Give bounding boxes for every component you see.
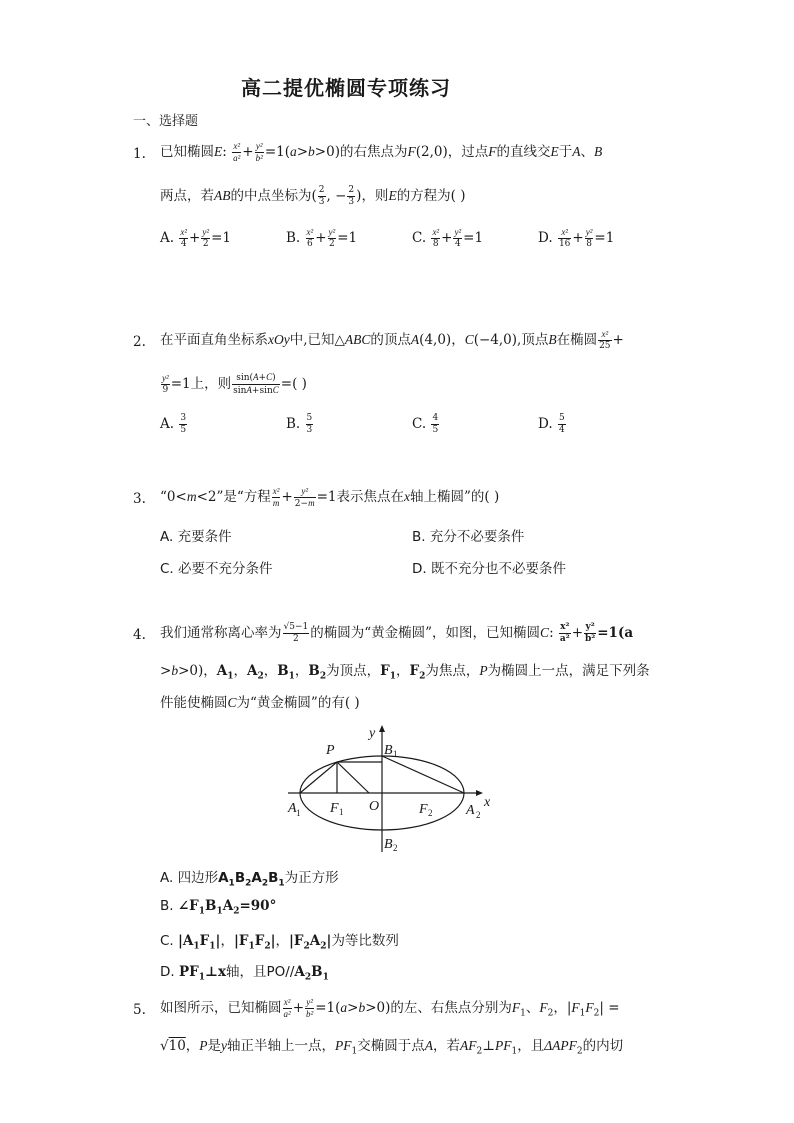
option-a[interactable]: A. 充要条件 — [160, 529, 232, 545]
question-2-line-1: 在平面直角坐标系xOy中,已知△ABC的顶点A(4,0)，C(−4,0),顶点B在椭圆 $\frac{\text{x²}}{25}$ + — [160, 329, 624, 351]
label-y: y — [369, 726, 376, 741]
svg-text:2: 2 — [393, 843, 398, 853]
svg-text:2: 2 — [428, 808, 433, 818]
x-axis-arrow — [476, 790, 483, 796]
question-number: 2. — [133, 334, 146, 350]
option-b[interactable]: B. $\frac{5}{3}$ — [286, 413, 313, 435]
label-p: P — [326, 743, 335, 758]
segment-b1-a2 — [382, 756, 464, 793]
question-4-line-2: >b>0)，$A_1$，$A_2$，$B_1$，$B_2$为顶点，$F_1$，$F_2$为焦点，P为椭圆上一点，满足下列条 — [160, 663, 650, 682]
svg-text:1: 1 — [339, 807, 344, 817]
option-b[interactable]: B. $\angle F_1B_1A_2=90^\circ$ — [160, 898, 277, 917]
segment-a1-p — [300, 762, 337, 793]
question-number: 1. — [133, 146, 146, 162]
option-d[interactable]: D. $PF_1\perp x$轴，且$PO//A_2B_1$ — [160, 964, 329, 983]
option-c[interactable]: C. $|A_1F_1|$，$|F_1F_2|$，$|F_2A_2|$为等比数列 — [160, 933, 399, 952]
question-5-line-2: √10，P是y轴正半轴上一点，$PF_1$交椭圆于点A，若$AF_2\perp PF_1$，且$\Delta APF_2$的内切 — [160, 1038, 624, 1057]
question-4-line-3: 件能使椭圆C为“黄金椭圆”的有( ) — [160, 695, 360, 711]
question-5-line-1: 如图所示，已知椭圆 $\frac{\text{x²}}{\text{a²}}$ + $\frac{\text{y²}}{\text{b²}}$ =1(a>b>0)的左、右焦点分别为$F_1$、$F_2$，$|F_1F_2|$ = — [160, 997, 620, 1019]
option-d[interactable]: D. $\frac{5}{4}$ — [538, 413, 565, 435]
option-d[interactable]: D. $\frac{\text{x²}}{16}$ + $\frac{\text{y²}}{8}$ =1 — [538, 227, 615, 249]
label-b1: B — [384, 743, 393, 758]
label-o: O — [369, 799, 380, 814]
option-d[interactable]: D. 既不充分也不必要条件 — [412, 561, 566, 577]
option-b[interactable]: B. $\frac{\text{x²}}{6}$ + $\frac{\text{y²}}{2}$ =1 — [286, 227, 358, 249]
option-c[interactable]: C. 必要不充分条件 — [160, 561, 273, 577]
segment-p-f2 — [337, 762, 369, 793]
option-a[interactable]: A. $\frac{3}{5}$ — [160, 413, 187, 435]
option-c[interactable]: C. $\frac{\text{x²}}{8}$ + $\frac{\text{y²}}{4}$ =1 — [412, 227, 484, 249]
question-3-line-1: “0<m<2”是“方程 $\frac{\text{x²}}{m}$ + $\frac{\text{y²}}{2-m}$ =1表示焦点在x轴上椭圆”的( ) — [160, 485, 500, 509]
question-number: 3. — [133, 491, 146, 507]
option-b[interactable]: B. 充分不必要条件 — [412, 529, 525, 545]
question-number: 5. — [133, 1002, 146, 1018]
page-title: 高二提优椭圆专项练习 — [241, 76, 451, 100]
label-a2: A — [466, 803, 475, 818]
question-4-line-1: 我们通常称离心率为 $\frac{√5-1}{2}$ 的椭圆为“黄金椭圆”，如图，已知椭圆C: $\frac{\text{x²}}{\text{a²}}$ + $\frac{\text{y²}}{\text{b²}}$ =1(a — [160, 622, 634, 644]
question-1-line-2: 两点，若AB的中点坐标为( $\frac{2}{3}$ , − $\frac{2}{3}$ )，则E的方程为( ) — [160, 185, 466, 207]
option-a[interactable]: A. 四边形$A_1B_2A_2B_1$为正方形 — [160, 870, 339, 889]
ellipse-figure — [280, 720, 500, 860]
option-a[interactable]: A. $\frac{\text{x²}}{4}$ + $\frac{\text{y²}}{2}$ =1 — [160, 227, 231, 249]
svg-text:1: 1 — [393, 749, 398, 759]
y-axis-arrow — [379, 725, 385, 732]
label-f1: F — [330, 801, 339, 816]
label-x: x — [484, 795, 491, 810]
question-number: 4. — [133, 627, 146, 643]
question-1-line-1: 已知椭圆E: $\frac{\text{x²}}{\text{a²}}$ + $\frac{\text{y²}}{\text{b²}}$ =1(a>b>0)的右焦点为F(2,0)，过点F的直线交E于A、B — [160, 141, 603, 163]
svg-text:2: 2 — [476, 810, 481, 820]
svg-text:1: 1 — [296, 808, 301, 818]
label-f2: F — [419, 802, 428, 817]
option-c[interactable]: C. $\frac{4}{5}$ — [412, 413, 439, 435]
label-a1: A — [288, 801, 297, 816]
label-b2: B — [384, 837, 393, 852]
question-2-line-2: $\frac{\text{y²}}{9}$ =1上，则 $\frac{\sin(A+C)}{\sin A+\sin C}$ =( ) — [162, 372, 307, 396]
section-heading: 一、选择题 — [133, 114, 199, 129]
